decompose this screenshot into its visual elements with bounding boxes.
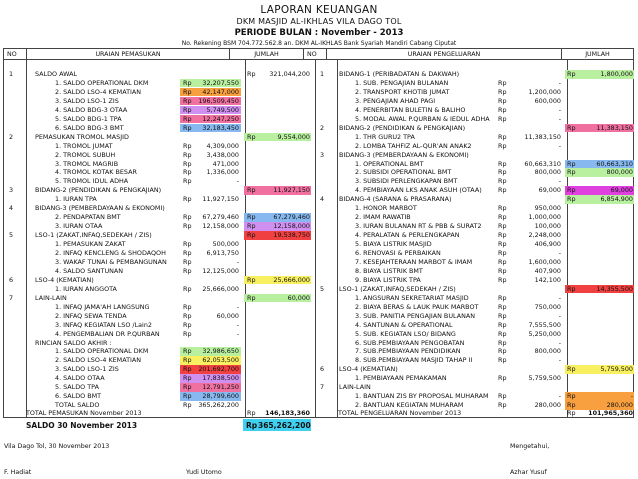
row-amount: - bbox=[558, 293, 561, 302]
row-rp: Rp bbox=[183, 401, 192, 410]
row-label: TOTAL SALDO bbox=[55, 401, 100, 410]
row-total-rp: Rp bbox=[567, 392, 576, 401]
row-total-rp: Rp bbox=[567, 70, 576, 78]
row-amount: 1,200,000 bbox=[528, 87, 561, 96]
row-amount: 750,000 bbox=[534, 302, 561, 311]
row-label: 4. PENGEMBALIAN DR P.QURBAN bbox=[55, 329, 160, 338]
row-total: 280,000 bbox=[606, 401, 633, 410]
row-label: 1. PEMASUKAN ZAKAT bbox=[55, 240, 126, 249]
row-amount: 5,250,000 bbox=[528, 329, 561, 338]
row-amount: 365,262,200 bbox=[198, 401, 239, 410]
row-rp: Rp bbox=[498, 186, 507, 195]
row-total-rp: Rp bbox=[567, 195, 576, 204]
row-amount: 32,207,550 bbox=[202, 78, 239, 87]
row-amount: 32,183,450 bbox=[202, 123, 239, 132]
total-income-rp: Rp bbox=[247, 409, 256, 417]
row-number: 6 bbox=[320, 365, 325, 374]
row-label: 2. PENDAPATAN BMT bbox=[55, 213, 121, 222]
row-amount: - bbox=[558, 177, 561, 186]
row-amount: 25,666,000 bbox=[202, 284, 239, 293]
row-amount: 11,383,150 bbox=[524, 132, 561, 141]
row-amount: 4,309,000 bbox=[206, 141, 239, 150]
row-total: 6,854,900 bbox=[600, 195, 633, 204]
row-rp: Rp bbox=[183, 365, 192, 374]
place-date: Vila Dago Tol, 30 November 2013 bbox=[4, 443, 110, 450]
row-rp: Rp bbox=[498, 177, 507, 186]
row-amount: 100,000 bbox=[534, 222, 561, 231]
row-label: 1. TROMOL JUMAT bbox=[55, 141, 113, 150]
row-label: LAIN-LAIN bbox=[35, 293, 67, 302]
row-label: 3. INFAQ KEGIATAN LSO /Lain2 bbox=[55, 320, 152, 329]
row-rp: Rp bbox=[498, 347, 507, 356]
row-amount: 32,986,650 bbox=[202, 347, 239, 356]
row-label: BIDANG-2 (PENDIDIKAN & PENGKAJIAN) bbox=[35, 186, 162, 195]
row-number: 5 bbox=[320, 284, 325, 293]
row-number: 5 bbox=[9, 231, 14, 240]
row-amount: 11,927,150 bbox=[202, 195, 239, 204]
row-amount: - bbox=[236, 329, 239, 338]
row-amount: 800,000 bbox=[534, 347, 561, 356]
report-period: PERIODE BULAN : November - 2013 bbox=[234, 28, 404, 38]
col-income-total: JUMLAH bbox=[230, 49, 304, 60]
row-rp: Rp bbox=[183, 177, 192, 186]
row-rp: Rp bbox=[498, 320, 507, 329]
row-total: 800,000 bbox=[606, 168, 633, 177]
row-label: 1. INFAQ JAMA'AH LANGSUNG bbox=[55, 302, 150, 311]
report-title: LAPORAN KEUANGAN bbox=[260, 4, 378, 16]
row-label: 7. SUB.PEMBIAYAAN PENDIDIKAN bbox=[355, 347, 461, 356]
row-label: 3. SALDO LSO-1 ZIS bbox=[55, 365, 119, 374]
row-total-rp: Rp bbox=[567, 284, 576, 293]
row-label: 1. SUB. PENGAJIAN BULANAN bbox=[355, 78, 449, 87]
total-expense-value: 101,965,360 bbox=[588, 409, 633, 417]
row-rp: Rp bbox=[498, 329, 507, 338]
row-rp: Rp bbox=[183, 114, 192, 123]
row-amount: - bbox=[236, 257, 239, 266]
row-total: 14,355,500 bbox=[596, 284, 633, 293]
row-total: 60,663,310 bbox=[596, 159, 633, 168]
row-amount: 42,147,000 bbox=[202, 87, 239, 96]
row-rp: Rp bbox=[498, 132, 507, 141]
col-expense-total: JUMLAH bbox=[562, 49, 634, 60]
acknowledged-label: Mengetahui, bbox=[510, 443, 550, 450]
row-label: 1. IURAN ANGGOTA bbox=[55, 284, 117, 293]
row-rp: Rp bbox=[183, 213, 192, 222]
row-total-rp: Rp bbox=[247, 186, 256, 195]
row-number: 6 bbox=[9, 275, 14, 284]
row-label: BIDANG-2 (PENDIDIKAN & PENGKAJIAN) bbox=[339, 123, 466, 132]
row-total-rp: Rp bbox=[567, 123, 576, 132]
row-label: BIDANG-4 (SARANA & PRASARANA) bbox=[339, 195, 452, 204]
row-label: 2. SUBSIDI OPERATIONAL BMT bbox=[355, 168, 452, 177]
row-rp: Rp bbox=[183, 123, 192, 132]
row-rp: Rp bbox=[498, 249, 507, 257]
row-label: BIDANG-3 (PEMBERDAYAAN & EKONOMI) bbox=[339, 150, 469, 159]
row-rp: Rp bbox=[498, 96, 507, 105]
row-rp: Rp bbox=[498, 141, 507, 150]
row-rp: Rp bbox=[498, 204, 507, 213]
row-rp: Rp bbox=[498, 401, 507, 410]
row-label: 4. PERALATAN & PERLENGKAPAN bbox=[355, 231, 460, 240]
row-amount: 406,900 bbox=[534, 240, 561, 249]
row-label: 5. SALDO BDG-1 TPA bbox=[55, 114, 122, 123]
row-total-rp: Rp bbox=[247, 70, 256, 78]
row-amount: 6,913,750 bbox=[206, 249, 239, 257]
row-number: 3 bbox=[320, 150, 325, 159]
row-amount: 17,838,500 bbox=[202, 374, 239, 383]
row-label: 4. SALDO BDG-3 OTAA bbox=[55, 105, 128, 114]
row-label: 5. SUB. KEGIATAN LSO/ BIDANG bbox=[355, 329, 456, 338]
row-total: 19,538,750 bbox=[273, 231, 310, 240]
row-number: 3 bbox=[9, 186, 14, 195]
row-total: 9,554,000 bbox=[277, 132, 310, 141]
row-number: 4 bbox=[9, 204, 14, 213]
row-total: 69,000 bbox=[610, 186, 633, 195]
row-label: 4. PENERBITAN BULETIN & BALIHO bbox=[355, 105, 466, 114]
row-amount: 196,509,450 bbox=[198, 96, 239, 105]
row-amount: 12,158,000 bbox=[202, 222, 239, 231]
row-amount: 407,900 bbox=[534, 266, 561, 275]
row-amount: 3,438,000 bbox=[206, 150, 239, 159]
closing-balance-value: 365,262,200 bbox=[258, 421, 311, 430]
row-rp: Rp bbox=[183, 347, 192, 356]
row-amount: - bbox=[558, 249, 561, 257]
row-rp: Rp bbox=[183, 356, 192, 365]
col-no-left: NO bbox=[4, 49, 27, 60]
row-label: 4. TROMOL KOTAK BESAR bbox=[55, 168, 137, 177]
row-label: 8. BIAYA LISTRIK BMT bbox=[355, 266, 423, 275]
total-income-label: TOTAL PEMASUKAN November 2013 bbox=[26, 409, 142, 417]
row-total-rp: Rp bbox=[567, 159, 576, 168]
row-label: LSO-4 (KEMATIAN) bbox=[35, 275, 94, 284]
total-expense-rp: Rp bbox=[567, 409, 576, 417]
row-amount: 62,053,500 bbox=[202, 356, 239, 365]
row-total-rp: Rp bbox=[567, 401, 576, 410]
row-label: 2. BIAYA BERAS & LAUK PAUK MARBOT bbox=[355, 302, 479, 311]
row-rp: Rp bbox=[183, 383, 192, 392]
row-rp: Rp bbox=[183, 87, 192, 96]
row-amount: - bbox=[558, 141, 561, 150]
row-label: 3. SALDO LSO-1 ZIS bbox=[55, 96, 119, 105]
row-label: 1. SALDO OPERATIONAL DKM bbox=[55, 347, 149, 356]
row-rp: Rp bbox=[183, 320, 192, 329]
row-label: SALDO AWAL bbox=[35, 70, 78, 78]
row-amount: - bbox=[558, 356, 561, 365]
organization-name: DKM MASJID AL-IKHLAS VILA DAGO TOL bbox=[236, 17, 402, 26]
row-rp: Rp bbox=[183, 329, 192, 338]
row-rp: Rp bbox=[498, 213, 507, 222]
row-label: 3. SUBSIDI PERLENGKAPAN BMT bbox=[355, 177, 458, 186]
row-number: 1 bbox=[9, 70, 14, 78]
row-amount: 12,247,250 bbox=[202, 114, 239, 123]
row-label: LSO-4 (KEMATIAN) bbox=[339, 365, 398, 374]
row-rp: Rp bbox=[183, 159, 192, 168]
row-rp: Rp bbox=[498, 293, 507, 302]
row-label: 4. SANTUNAN & OPERATIONAL bbox=[355, 320, 453, 329]
row-total-rp: Rp bbox=[567, 168, 576, 177]
signatory-3: Azhar Yusuf bbox=[510, 469, 547, 476]
row-amount: 60,663,310 bbox=[524, 159, 561, 168]
row-label: LAIN-LAIN bbox=[339, 383, 371, 392]
row-total: 5,759,500 bbox=[600, 365, 633, 374]
row-label: 6. RENOVASI & PERBAIKAN bbox=[355, 249, 441, 257]
row-label: 3. IURAN BULANAN RT & PBB & SURAT2 bbox=[355, 222, 482, 231]
row-rp: Rp bbox=[498, 266, 507, 275]
row-amount: - bbox=[558, 392, 561, 401]
row-label: 3. WAKAF TUNAI & PEMBANGUNAN bbox=[55, 257, 167, 266]
col-no-right: NO bbox=[304, 49, 327, 60]
row-total-rp: Rp bbox=[247, 213, 256, 222]
row-amount: - bbox=[558, 311, 561, 320]
row-label: 2. TRANSPORT KHOTIB JUMAT bbox=[355, 87, 450, 96]
row-number: 1 bbox=[320, 70, 325, 78]
row-rp: Rp bbox=[498, 311, 507, 320]
row-amount: 7,555,500 bbox=[528, 320, 561, 329]
row-label: 1. SALDO OPERATIONAL DKM bbox=[55, 78, 149, 87]
row-amount: - bbox=[236, 177, 239, 186]
row-amount: 69,000 bbox=[538, 186, 561, 195]
row-rp: Rp bbox=[183, 302, 192, 311]
row-total: 67,279,460 bbox=[273, 213, 310, 222]
row-amount: 28,799,600 bbox=[202, 392, 239, 401]
col-income-desc: URAIAN PEMASUKAN bbox=[27, 49, 230, 60]
row-rp: Rp bbox=[183, 374, 192, 383]
row-label: 6. SALDO BDG-3 BMT bbox=[55, 123, 124, 132]
total-expense-label: TOTAL PENGELUARAN November 2013 bbox=[338, 409, 462, 417]
row-rp: Rp bbox=[498, 374, 507, 383]
row-rp: Rp bbox=[498, 240, 507, 249]
row-amount: - bbox=[558, 338, 561, 347]
row-amount: - bbox=[236, 320, 239, 329]
row-label: 2. LOMBA TAHFIZ AL-QUR'AN ANAK2 bbox=[355, 141, 472, 150]
row-rp: Rp bbox=[183, 222, 192, 231]
row-label: 2. TROMOL SUBUH bbox=[55, 150, 116, 159]
row-rp: Rp bbox=[183, 284, 192, 293]
row-total: 60,000 bbox=[287, 293, 310, 302]
row-total-rp: Rp bbox=[247, 231, 256, 240]
row-amount: 67,279,460 bbox=[202, 213, 239, 222]
signatory-2: Yudi Utomo bbox=[186, 469, 222, 476]
row-rp: Rp bbox=[183, 78, 192, 87]
row-amount: 142,100 bbox=[534, 275, 561, 284]
row-label: 2. BANTUAN KEGIATAN MUHARAM bbox=[355, 401, 464, 410]
row-label: 5. MODAL AWAL P.QURBAN & IEDUL ADHA bbox=[355, 114, 490, 123]
row-rp: Rp bbox=[183, 168, 192, 177]
row-rp: Rp bbox=[183, 105, 192, 114]
row-label: PEMASUKAN TROMOL MASJID bbox=[35, 132, 129, 141]
row-amount: 600,000 bbox=[534, 96, 561, 105]
row-label: 8. SUB.PEMBIAYAAN MASJID TAHAP II bbox=[355, 356, 473, 365]
row-amount: 1,000,000 bbox=[528, 213, 561, 222]
row-total: 11,927,150 bbox=[273, 186, 310, 195]
row-amount: - bbox=[236, 302, 239, 311]
row-number: 7 bbox=[320, 383, 325, 392]
row-rp: Rp bbox=[498, 356, 507, 365]
row-amount: 800,000 bbox=[534, 168, 561, 177]
row-amount: - bbox=[558, 114, 561, 123]
row-label: BIDANG-3 (PEMBERDAYAAN & EKONOMI) bbox=[35, 204, 165, 213]
row-label: 3. TROMOL MAGRIB bbox=[55, 159, 119, 168]
row-rp: Rp bbox=[183, 392, 192, 401]
closing-balance-label: SALDO 30 November 2013 bbox=[26, 421, 138, 430]
row-label: LSO-1 (ZAKAT,INFAQ,SEDEKAH / ZIS) bbox=[339, 284, 456, 293]
row-number: 4 bbox=[320, 195, 325, 204]
row-label: 1. PEMBIAYAAN PEMAKAMAN bbox=[355, 374, 447, 383]
row-label: 2. INFAQ KENCLENG & SHODAQOH bbox=[55, 249, 166, 257]
row-rp: Rp bbox=[498, 87, 507, 96]
row-label: 1. OPERATIONAL BMT bbox=[355, 159, 424, 168]
row-number: 2 bbox=[320, 123, 325, 132]
row-total-rp: Rp bbox=[247, 275, 256, 284]
row-total-rp: Rp bbox=[567, 186, 576, 195]
row-amount: 5,759,500 bbox=[528, 374, 561, 383]
row-label: 4. SALDO SANTUNAN bbox=[55, 266, 124, 275]
row-amount: 280,000 bbox=[534, 401, 561, 410]
row-rp: Rp bbox=[498, 222, 507, 231]
row-rp: Rp bbox=[183, 195, 192, 204]
row-label: 7. KESEJAHTERAAN MARBOT & IMAM bbox=[355, 257, 473, 266]
row-total: 25,666,000 bbox=[273, 275, 310, 284]
row-rp: Rp bbox=[183, 257, 192, 266]
row-label: BIDANG-1 (PERIBADATAN & DAKWAH) bbox=[339, 70, 460, 78]
row-label: 2. IMAM RAWATIB bbox=[355, 213, 411, 222]
row-amount: 471,000 bbox=[212, 159, 239, 168]
row-label: 1. BANTUAN ZIS BY PROPOSAL MUHARAM bbox=[355, 392, 489, 401]
row-amount: 2,248,000 bbox=[528, 231, 561, 240]
row-label: 4. SALDO OTAA bbox=[55, 374, 105, 383]
row-rp: Rp bbox=[498, 114, 507, 123]
row-label: 2. INFAQ SEWA TENDA bbox=[55, 311, 127, 320]
row-label: 4. PEMBIAYAAN LKS ANAK ASUH (OTAA) bbox=[355, 186, 482, 195]
row-label: 3. IURAN OTAA bbox=[55, 222, 103, 231]
row-rp: Rp bbox=[498, 338, 507, 347]
row-label: 5. SALDO TPA bbox=[55, 383, 99, 392]
row-amount: 12,791,250 bbox=[202, 383, 239, 392]
row-amount: - bbox=[558, 105, 561, 114]
row-number: 2 bbox=[9, 132, 14, 141]
row-total-rp: Rp bbox=[567, 365, 576, 374]
row-rp: Rp bbox=[183, 150, 192, 159]
row-rp: Rp bbox=[498, 168, 507, 177]
row-amount: 950,000 bbox=[534, 204, 561, 213]
total-income-value: 146,183,360 bbox=[265, 409, 310, 417]
signatory-1: F. Hadiat bbox=[4, 469, 32, 476]
row-total: 11,383,150 bbox=[596, 123, 633, 132]
row-total-rp: Rp bbox=[247, 132, 256, 141]
row-total: 321,044,200 bbox=[269, 70, 310, 78]
row-label: 3. SUB. PANITIA PENGAJIAN BULANAN bbox=[355, 311, 476, 320]
row-amount: 500,000 bbox=[212, 240, 239, 249]
row-rp: Rp bbox=[183, 96, 192, 105]
row-label: 6. SALDO BMT bbox=[55, 392, 102, 401]
row-label: 6. SUB.PEMBIAYAAN PENGOBATAN bbox=[355, 338, 465, 347]
row-rp: Rp bbox=[183, 141, 192, 150]
row-amount: 60,000 bbox=[216, 311, 239, 320]
row-rp: Rp bbox=[183, 240, 192, 249]
row-label: RINCIAN SALDO AKHIR : bbox=[35, 338, 112, 347]
row-label: 5. BIAYA LISTRIK MASJID bbox=[355, 240, 432, 249]
row-rp: Rp bbox=[498, 392, 507, 401]
row-total: 1,800,000 bbox=[600, 70, 633, 78]
row-label: LSO-1 (ZAKAT,INFAQ,SEDEKAH / ZIS) bbox=[35, 231, 152, 240]
row-amount: 5,749,500 bbox=[206, 105, 239, 114]
row-rp: Rp bbox=[498, 302, 507, 311]
row-amount: 201,692,700 bbox=[198, 365, 239, 374]
row-amount: 1,600,000 bbox=[528, 257, 561, 266]
row-total-rp: Rp bbox=[247, 293, 256, 302]
row-label: 1. ANGSURAN SEKRETARIAT MASJID bbox=[355, 293, 469, 302]
row-total: - bbox=[630, 392, 633, 401]
row-amount: 12,125,000 bbox=[202, 266, 239, 275]
closing-balance-rp: Rp bbox=[246, 421, 258, 430]
row-amount: - bbox=[558, 78, 561, 87]
row-amount: 1,336,000 bbox=[206, 168, 239, 177]
row-rp: Rp bbox=[183, 266, 192, 275]
row-label: 2. SALDO LSO-4 KEMATIAN bbox=[55, 356, 142, 365]
row-rp: Rp bbox=[498, 257, 507, 266]
row-rp: Rp bbox=[498, 159, 507, 168]
bank-account: No. Rekening BSM 704.772.562.8 an. DKM AL-IKHLAS Bank Syariah Mandiri Cabang Ciputat bbox=[181, 40, 457, 47]
row-label: 5. TROMOL IDUL ADHA bbox=[55, 177, 129, 186]
row-total-rp: Rp bbox=[247, 222, 256, 231]
col-expense-desc: URAIAN PENGELUARAN bbox=[327, 49, 562, 60]
row-rp: Rp bbox=[498, 275, 507, 284]
row-label: 3. PENGAJIAN AHAD PAGI bbox=[355, 96, 436, 105]
row-label: 9. BIAYA LISTRIK TPA bbox=[355, 275, 421, 284]
row-label: 1. IURAN TPA bbox=[55, 195, 97, 204]
row-rp: Rp bbox=[183, 311, 192, 320]
row-total: 12,158,000 bbox=[273, 222, 310, 231]
row-rp: Rp bbox=[498, 78, 507, 87]
row-rp: Rp bbox=[183, 249, 192, 257]
row-label: 2. SALDO LSO-4 KEMATIAN bbox=[55, 87, 142, 96]
row-label: 1. THR GURU2 TPA bbox=[355, 132, 415, 141]
row-number: 7 bbox=[9, 293, 14, 302]
row-rp: Rp bbox=[498, 231, 507, 240]
row-label: 1. HONOR MARBOT bbox=[355, 204, 417, 213]
row-rp: Rp bbox=[498, 105, 507, 114]
